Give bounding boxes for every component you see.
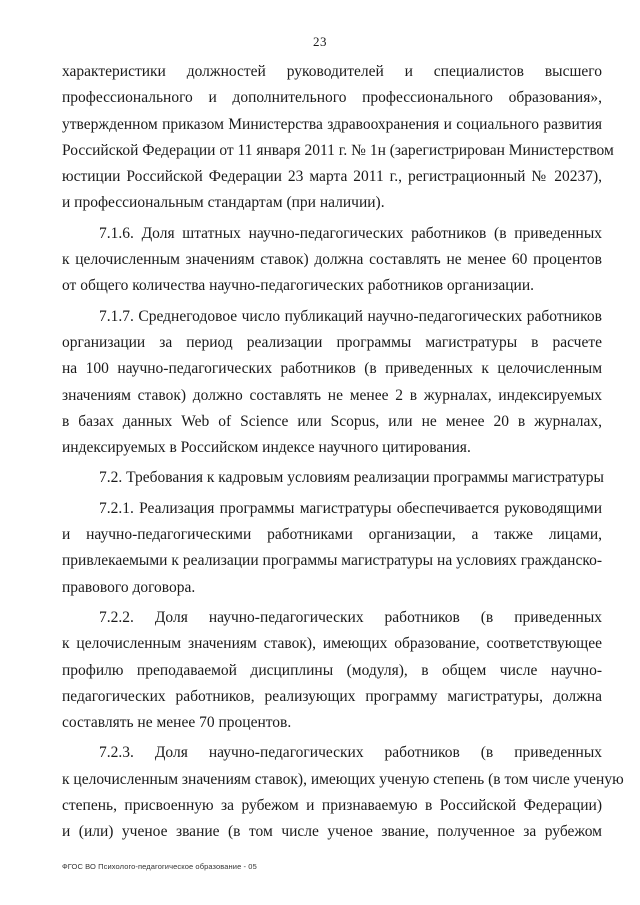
text-line: к целочисленным значениям ставок) должна составлять не менее 60 процентов	[62, 251, 602, 269]
text-line: характеристики должностей руководителей и специалистов высшего	[62, 63, 602, 80]
paragraph-7-2-1	[62, 496, 602, 601]
text-line: правового договора.	[62, 578, 196, 596]
text-line: к целочисленным значениям ставок), имеющих образование, соответствующее	[62, 635, 602, 653]
text-line: 7.2. Требования к кадровым условиям реализации программы магистратуры	[99, 469, 604, 487]
paragraph-7-2-2	[62, 605, 602, 736]
text-line: 7.2.2. Доля научно-педагогических работников (в приведенных	[99, 608, 602, 626]
text-line: организации за период реализации программы магистратуры в расчете	[62, 333, 602, 351]
text-line: от общего количества научно-педагогических работников организации.	[62, 277, 534, 295]
text-line: утвержденном приказом Министерства здравоохранения и социального развития	[62, 115, 602, 133]
text-line: 7.2.3. Доля научно-педагогических работников (в приведенных	[99, 744, 602, 762]
text-line: составлять не менее 70 процентов.	[62, 714, 292, 732]
text-line: привлекаемыми к реализации программы магистратуры на условиях гражданско-	[62, 552, 602, 570]
text-line: Российской Федерации от 11 января 2011 г. № 1н (зарегистрирован Министерством	[62, 141, 614, 159]
text-line: педагогических работников, реализующих программу магистратуры, должна	[62, 687, 602, 705]
page-number: 23	[313, 34, 327, 49]
text-line: юстиции Российской Федерации 23 марта 2011 г., регистрационный № 20237),	[62, 168, 602, 186]
text-line: и (или) ученое звание (в том числе ученое звание, полученное за рубежом	[62, 823, 602, 841]
paragraph-7-1-7	[62, 304, 602, 462]
text-line: профессионального и дополнительного профессионального образования»,	[62, 89, 602, 107]
paragraph-continuation	[62, 59, 614, 217]
paragraph-7-1-6	[62, 221, 602, 300]
page-body	[62, 59, 624, 850]
text-line: профилю преподаваемой дисциплины (модуля), в общем числе научно-	[62, 661, 602, 679]
text-line: 7.1.6. Доля штатных научно-педагогических работников (в приведенных	[99, 224, 602, 242]
text-line: к целочисленным значениям ставок), имеющих ученую степень (в том числе ученую	[62, 770, 624, 788]
text-line: 7.1.7. Среднегодовое число публикаций научно-педагогических работников	[99, 307, 602, 325]
section-heading-7-2	[62, 465, 602, 491]
text-line: 7.2.1. Реализация программы магистратуры обеспечивается руководящими	[99, 499, 602, 517]
text-line: на 100 научно-педагогических работников (в приведенных к целочисленным	[62, 360, 602, 378]
text-line: в базах данных Web of Science или Scopus, или не менее 20 в журналах,	[62, 412, 602, 430]
paragraph-7-2-3	[62, 740, 624, 845]
document-footer: ФГОС ВО Психолого-педагогическое образование - 05	[62, 862, 257, 871]
text-line: и профессиональным стандартам (при наличии).	[62, 194, 385, 212]
text-line: и научно-педагогическими работниками организации, а также лицами,	[62, 526, 602, 544]
text-line: индексируемых в Российском индексе научного цитирования.	[62, 439, 471, 457]
text-line: значениям ставок) должно составлять не менее 2 в журналах, индексируемых	[62, 386, 602, 404]
text-line: степень, присвоенную за рубежом и признаваемую в Российской Федерации)	[62, 797, 602, 815]
